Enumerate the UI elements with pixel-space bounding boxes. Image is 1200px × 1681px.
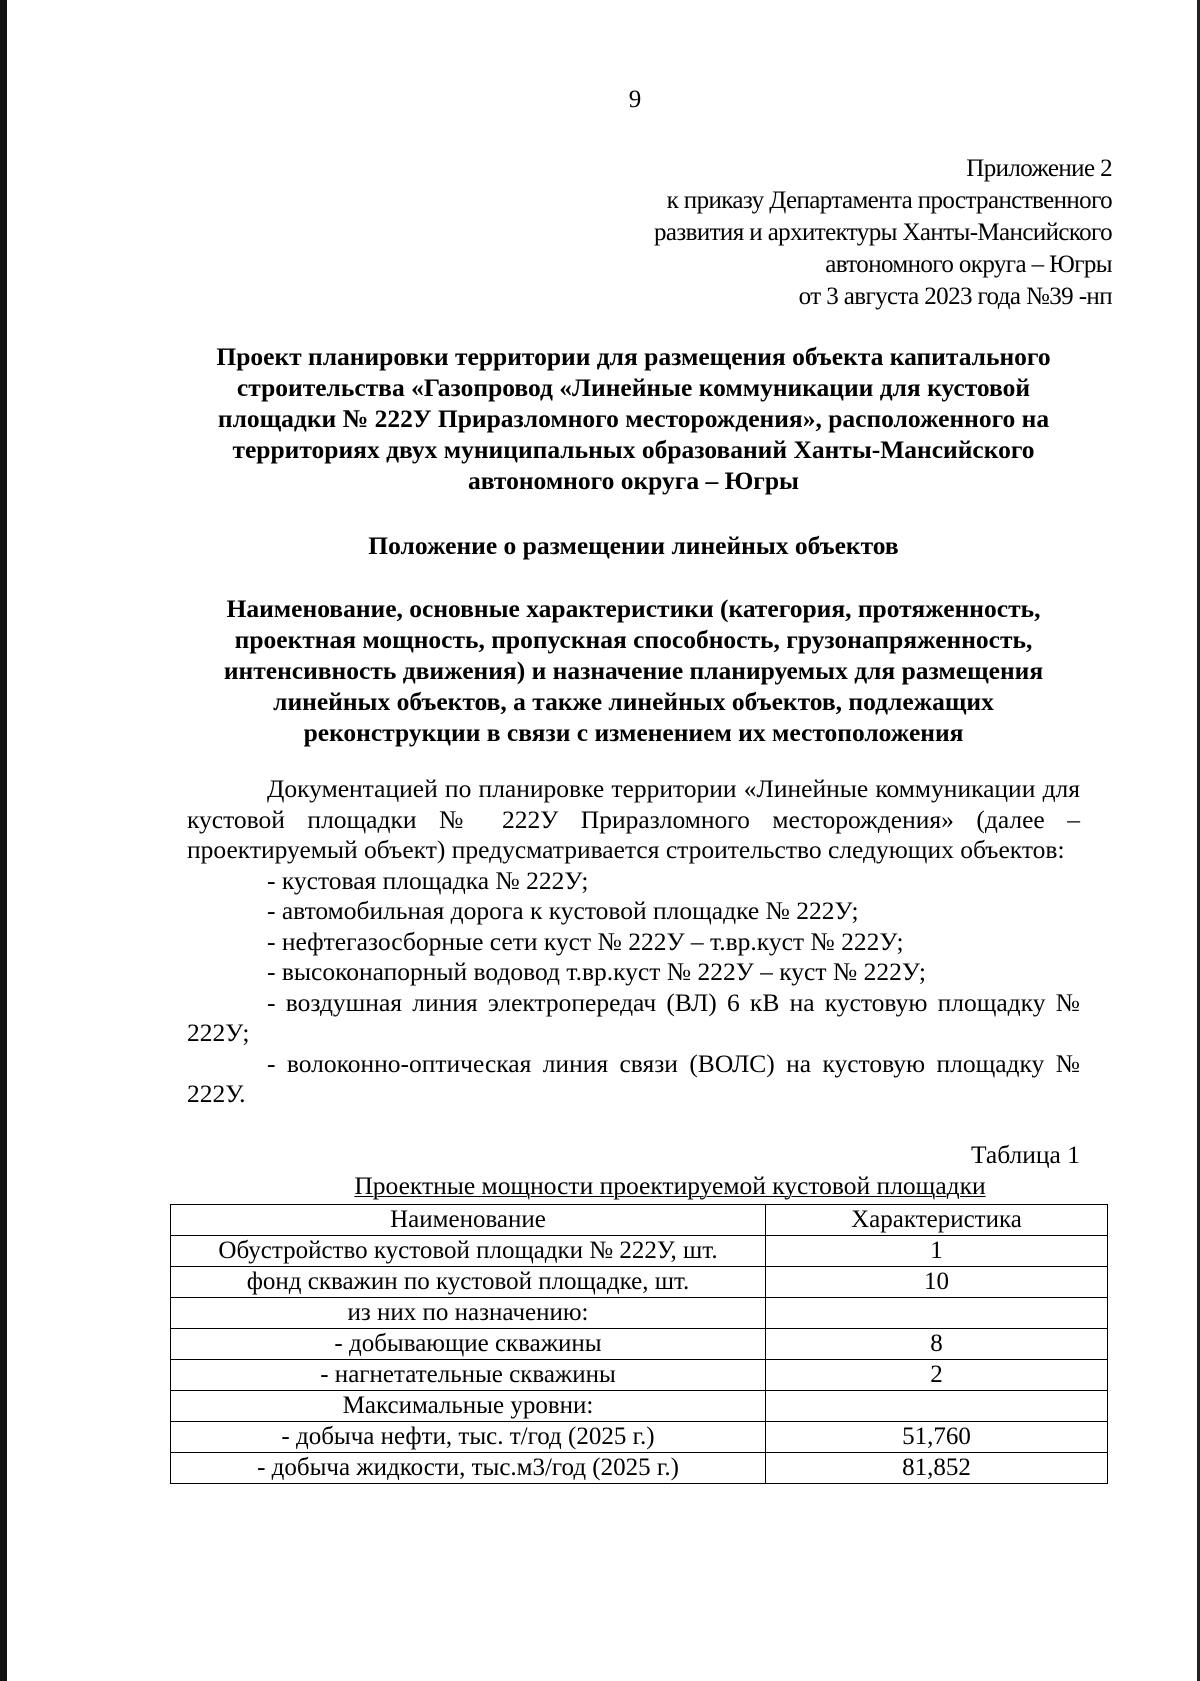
- table-cell-value: [766, 1391, 1108, 1422]
- appendix-line: от 3 августа 2023 года №39 -нп: [798, 283, 1112, 310]
- list-item: - автомобильная дорога к кустовой площадке № 222У;: [267, 896, 859, 925]
- table-cell-name: - добыча жидкости, тыс.м3/год (2025 г.): [171, 1453, 766, 1484]
- table-row: [171, 1391, 1108, 1422]
- table-title: Проектные мощности проектируемой кустовой площадки: [354, 1171, 986, 1200]
- objects-list: [187, 866, 1080, 1110]
- document-title: Проект планировки территории для размещения объекта капитального строительства «Газопровод «Линейные коммуникации для кустовой площадки № 222У Приразломного месторождения», расположенного на территориях двух муниципальных образований Ханты-Мансийского автономного округа – Югры: [216, 342, 1051, 495]
- appendix-line: развития и архитектуры Ханты-Мансийского: [653, 219, 1112, 246]
- table-row: [171, 1236, 1108, 1267]
- subsection-title: Наименование, основные характеристики (категория, протяженность, проектная мощность, пропускная способность, грузонапряженность, интенсивность движения) и назначение планируемых для размещения линейных объектов, а также линейных объектов, подлежащих реконструкции в связи с изменением их местоположения: [223, 594, 1044, 747]
- appendix-line: Приложение 2: [966, 155, 1112, 182]
- appendix-line: к приказу Департамента пространственного: [666, 187, 1112, 214]
- scan-edge-left: [0, 0, 7, 1681]
- table-cell-name: - нагнетательные скважины: [171, 1360, 766, 1391]
- appendix-reference: [654, 153, 1112, 313]
- table-cell-name: - добывающие скважины: [171, 1329, 766, 1360]
- appendix-line: автономного округа – Югры: [825, 251, 1112, 278]
- page-number: 9: [628, 86, 642, 113]
- table-row: [171, 1329, 1108, 1360]
- table-cell-name: Обустройство кустовой площадки № 222У, шт.: [171, 1236, 766, 1267]
- table-header-row: [171, 1205, 1108, 1236]
- table-cell-value: 10: [766, 1267, 1108, 1298]
- table-cell-value: 2: [766, 1360, 1108, 1391]
- intro-paragraph: Документацией по планировке территории «Линейные коммуникации для кустовой площадки № 222У Приразломного месторождения» (далее – проектируемый объект) предусматривается строительство следующих объектов:: [187, 774, 1080, 864]
- body-text: [187, 774, 1080, 1110]
- list-item: - воздушная линия электропередач (ВЛ) 6 кВ на кустовую площадку № 222У;: [187, 987, 1080, 1047]
- table-label: Таблица 1: [970, 1140, 1080, 1169]
- list-item: - кустовая площадка № 222У;: [267, 865, 589, 895]
- list-item: - нефтегазосборные сети куст № 222У – т.вр.куст № 222У;: [267, 926, 904, 956]
- table-cell-name: Максимальные уровни:: [171, 1391, 766, 1422]
- table-cell-value: 81,852: [766, 1453, 1108, 1484]
- list-item: - волоконно-оптическая линия связи (ВОЛС) на кустовую площадку № 222У.: [187, 1048, 1080, 1108]
- section-title: Положение о размещении линейных объектов: [368, 531, 899, 560]
- table-cell-value: [766, 1298, 1108, 1329]
- table-row: [171, 1298, 1108, 1329]
- table-cell-value: 1: [766, 1236, 1108, 1267]
- table-cell-value: 8: [766, 1329, 1108, 1360]
- column-header-name: Наименование: [171, 1205, 766, 1236]
- table-row: [171, 1267, 1108, 1298]
- table-cell-name: фонд скважин по кустовой площадке, шт.: [171, 1267, 766, 1298]
- table-cell-name: из них по назначению:: [171, 1298, 766, 1329]
- table-row: [171, 1360, 1108, 1391]
- column-header-characteristic: Характеристика: [766, 1205, 1108, 1236]
- table-cell-value: 51,760: [766, 1422, 1108, 1453]
- table-cell-name: - добыча нефти, тыс. т/год (2025 г.): [171, 1422, 766, 1453]
- capacity-table: [170, 1204, 1108, 1484]
- list-item: - высоконапорный водовод т.вр.куст № 222У – куст № 222У;: [267, 957, 926, 986]
- table-row: [171, 1453, 1108, 1484]
- table-row: [171, 1422, 1108, 1453]
